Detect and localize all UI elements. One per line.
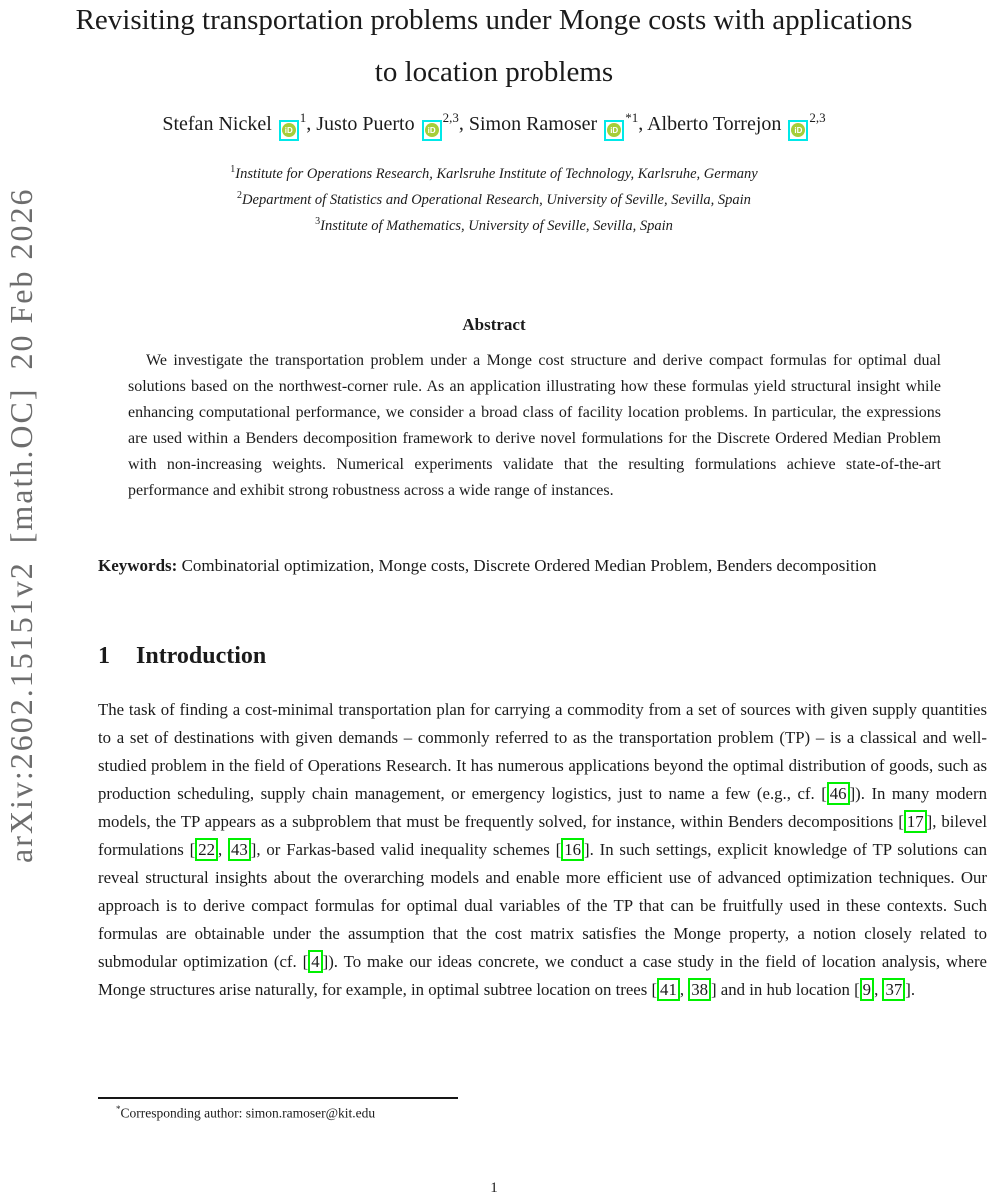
author-superscript: 2,3 [442,110,459,125]
footnote-marker: * [116,1104,121,1114]
keywords-label: Keywords: [98,556,178,575]
affiliation-line [0,185,988,211]
affiliation-text: Department of Statistics and Operational Research, University of Seville, Sevilla, Spain [242,191,751,208]
page-number: 1 [490,1180,498,1196]
author: Justo Puerto iD $^{2,3}$ [316,113,459,135]
footnote-text: Corresponding author: simon.ramoser@kit.edu [120,1105,376,1121]
authors-line: Stefan Nickel iD $^1$, Justo Puerto iD $^{2,3}$, Simon Ramoser iD $^{*1}$, Alberto Torrejon iD $^{2,3}$ [0,110,988,141]
author: Simon Ramoser iD $^{*1}$ [469,113,638,135]
footnote [98,1104,698,1122]
citation-link[interactable]: 16 [561,838,584,861]
orcid-id-glyph: iD [791,123,805,137]
affiliation-superscript: 2 [237,190,243,202]
section-title: Introduction [136,643,267,669]
citation-link[interactable]: 46 [827,782,850,805]
affiliation-line [0,211,988,237]
author-superscript: *1 [625,110,639,125]
citation-link[interactable]: 43 [228,838,251,861]
affiliations [0,159,988,237]
citation-link[interactable]: 37 [882,978,905,1001]
orcid-icon[interactable] [279,120,299,141]
author-superscript: 2,3 [809,110,826,125]
keywords-line [98,552,987,580]
orcid-icon[interactable] [788,120,808,141]
abstract-text: We investigate the transportation problem under a Monge cost structure and derive compact formulas for optimal dual solutions based on the northwest-corner rule. As an application illustrating how these formulas yield structural insight while enhancing computational performance, we consider a broad class of facility location problems. In particular, the expressions are used within a Benders decomposition framework to derive novel formulations for the Discrete Ordered Median Problem with non-increasing weights. Numerical experiments validate that the resulting formulations achieve state-of-the-art performance and exhibit strong robustness across a wide range of instances. [128,352,941,499]
orcid-icon[interactable] [422,120,442,141]
paper-title: Revisiting transportation problems under Monge costs with applications to location problems [75,4,913,88]
abstract-heading: Abstract [462,315,526,334]
citation-link[interactable]: 22 [195,838,218,861]
citation-link[interactable]: 4 [308,950,322,973]
keywords-text: Combinatorial optimization, Monge costs, Discrete Ordered Median Problem, Benders decomposition [181,556,877,575]
affiliation-text: Institute of Mathematics, University of Seville, Sevilla, Spain [320,218,673,235]
orcid-id-glyph: iD [425,123,439,137]
author: Stefan Nickel iD $^1$ [162,113,306,135]
citation-link[interactable]: 38 [688,978,711,1001]
arxiv-stamp: arXiv:2602.15151v2 [math.OC] 20 Feb 2026 [3,187,39,863]
orcid-icon[interactable] [604,120,624,141]
author: Alberto Torrejon iD $^{2,3}$ [647,113,826,135]
affiliation-text: Institute for Operations Research, Karlsruhe Institute of Technology, Karlsruhe, Germany [235,165,758,182]
affiliation-superscript: 3 [315,216,321,228]
author-superscript: 1 [299,110,307,125]
section-heading [98,643,266,670]
section-number: 1 [98,643,110,669]
affiliation-superscript: 1 [230,164,236,175]
citation-link[interactable]: 9 [860,978,874,1001]
citation-link[interactable]: 17 [904,810,927,833]
citation-link[interactable]: 41 [657,978,680,1001]
intro-paragraph: The task of finding a cost-minimal transportation plan for carrying a commodity from a set of sources with given supply quantities to a set of destinations with given demands – commonly referred to as the transportation problem (TP) – is a classical and well-studied problem in the field of Operations Research. It has numerous applications beyond the optimal distribution of goods, such as production scheduling, supply chain management, or emergency logistics, just to name a few (e.g., cf. [ 46 ]). In many modern models, the TP appears as a subproblem that must be frequently solved, for instance, within Benders decompositions [ 17 ], bilevel formulations [ 22 , 43 ], or Farkas-based valid inequality schemes [ 16 ]. In such settings, explicit knowledge of TP solutions can reveal structural insights about the overarching models and enable more efficient use of advanced optimization techniques. Our approach is to derive compact formulas for optimal dual variables of the TP that can be fruitfully used in these contexts. Such formulas are obtainable under the assumption that the cost matrix satisfies the Monge property, a notion closely related to submodular optimization (cf. [ 4 ]). To make our ideas concrete, we conduct a case study in the field of location analysis, where Monge structures arise naturally, for example, in optimal subtree location on trees [ 41 , 38 ] and in hub location [ 9 , 37 ]. [98,700,987,999]
orcid-id-glyph: iD [607,123,621,137]
orcid-id-glyph: iD [282,123,296,137]
footnote-rule [98,1097,458,1099]
affiliation-line [0,159,988,185]
